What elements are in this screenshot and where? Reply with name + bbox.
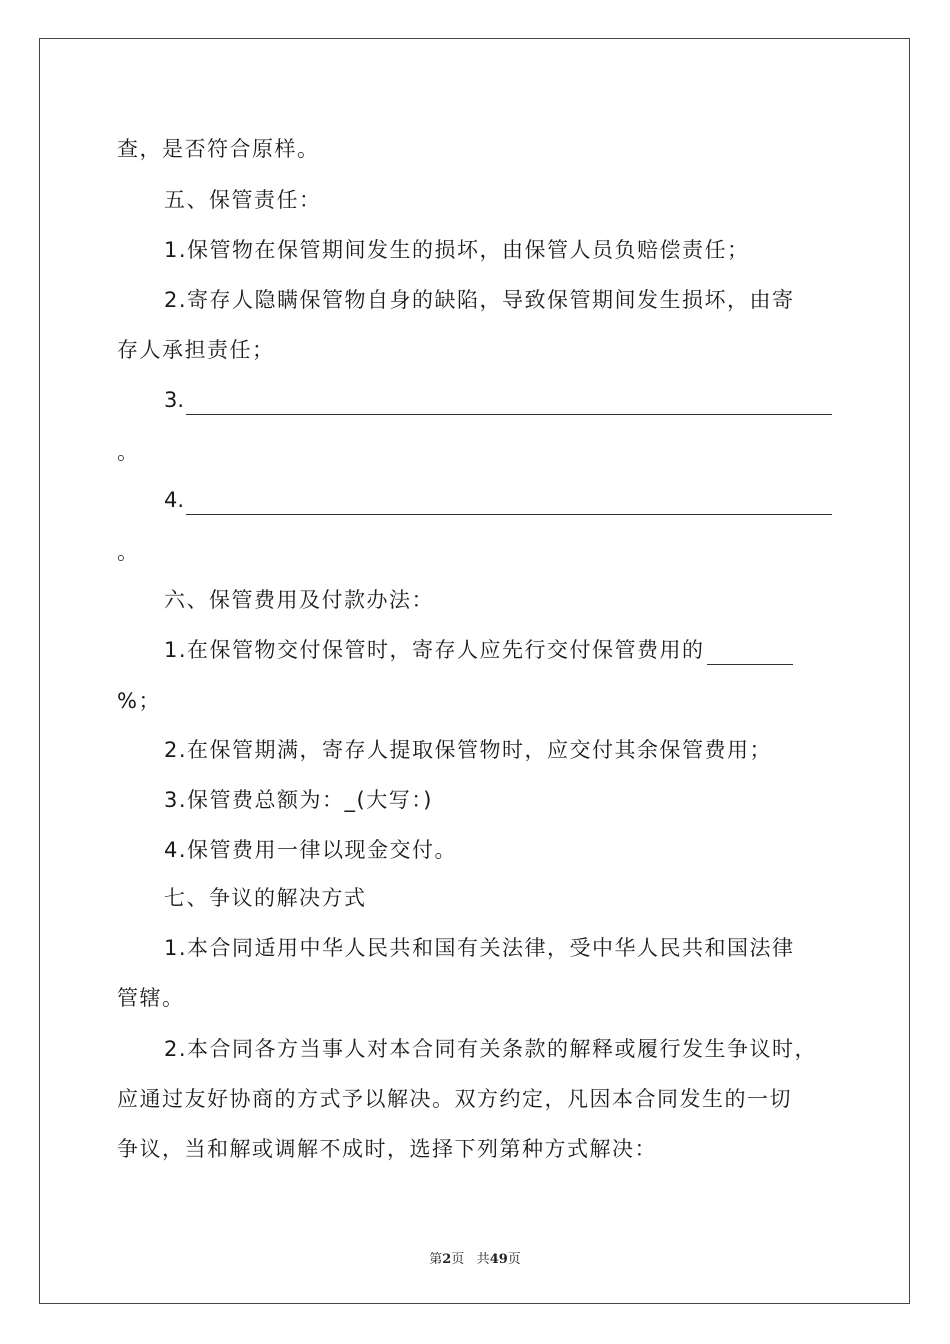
text-line: 应通过友好协商的方式予以解决。双方约定，凡因本合同发生的一切	[117, 1087, 792, 1111]
blank-item-payment	[164, 635, 793, 665]
page-suffix: 页	[451, 1252, 465, 1267]
text-line: 1.在保管物交付保管时，寄存人应先行交付保管费用的	[164, 638, 705, 662]
page-prefix: 第	[429, 1252, 443, 1267]
section-heading-5: 五、保管责任：	[164, 188, 322, 212]
fill-in-blank	[707, 642, 793, 665]
text-line: 4.保管费用一律以现金交付。	[164, 838, 458, 862]
total-prefix: 共	[476, 1252, 490, 1267]
text-line: 1.本合同适用中华人民共和国有关法律，受中华人民共和国法律	[164, 936, 795, 960]
fill-in-blank	[186, 392, 832, 415]
text-line: 争议，当和解或调解不成时，选择下列第种方式解决：	[117, 1137, 657, 1161]
text-line: 3.保管费总额为：_(大写：)	[164, 788, 433, 812]
text-line: 存人承担责任；	[117, 338, 275, 362]
text-line: 2.本合同各方当事人对本合同有关条款的解释或履行发生争议时，	[164, 1037, 818, 1061]
text-line: 。	[117, 540, 140, 564]
item-number: 4.	[164, 488, 185, 512]
section-heading-7: 七、争议的解决方式	[164, 886, 367, 910]
text-line: 2.在保管期满，寄存人提取保管物时，应交付其余保管费用；	[164, 738, 773, 762]
total-pages: 49	[489, 1252, 508, 1267]
text-line: 1.保管物在保管期间发生的损坏，由保管人员负赔偿责任；	[164, 238, 750, 262]
item-number: 3.	[164, 388, 185, 412]
blank-item-3	[164, 385, 832, 415]
fill-in-blank	[186, 492, 832, 515]
text-line: 2.寄存人隐瞒保管物自身的缺陷，导致保管期间发生损坏，由寄	[164, 288, 795, 312]
text-line: 管辖。	[117, 986, 185, 1010]
text-line: 。	[117, 440, 140, 464]
section-heading-6: 六、保管费用及付款办法：	[164, 588, 434, 612]
blank-item-4	[164, 485, 832, 515]
page-footer	[0, 1248, 950, 1267]
text-line: 查，是否符合原样。	[117, 137, 320, 161]
text-line: %；	[117, 689, 161, 713]
page-border	[39, 38, 910, 1304]
page-number: 2	[442, 1252, 452, 1267]
total-suffix: 页	[507, 1252, 521, 1267]
